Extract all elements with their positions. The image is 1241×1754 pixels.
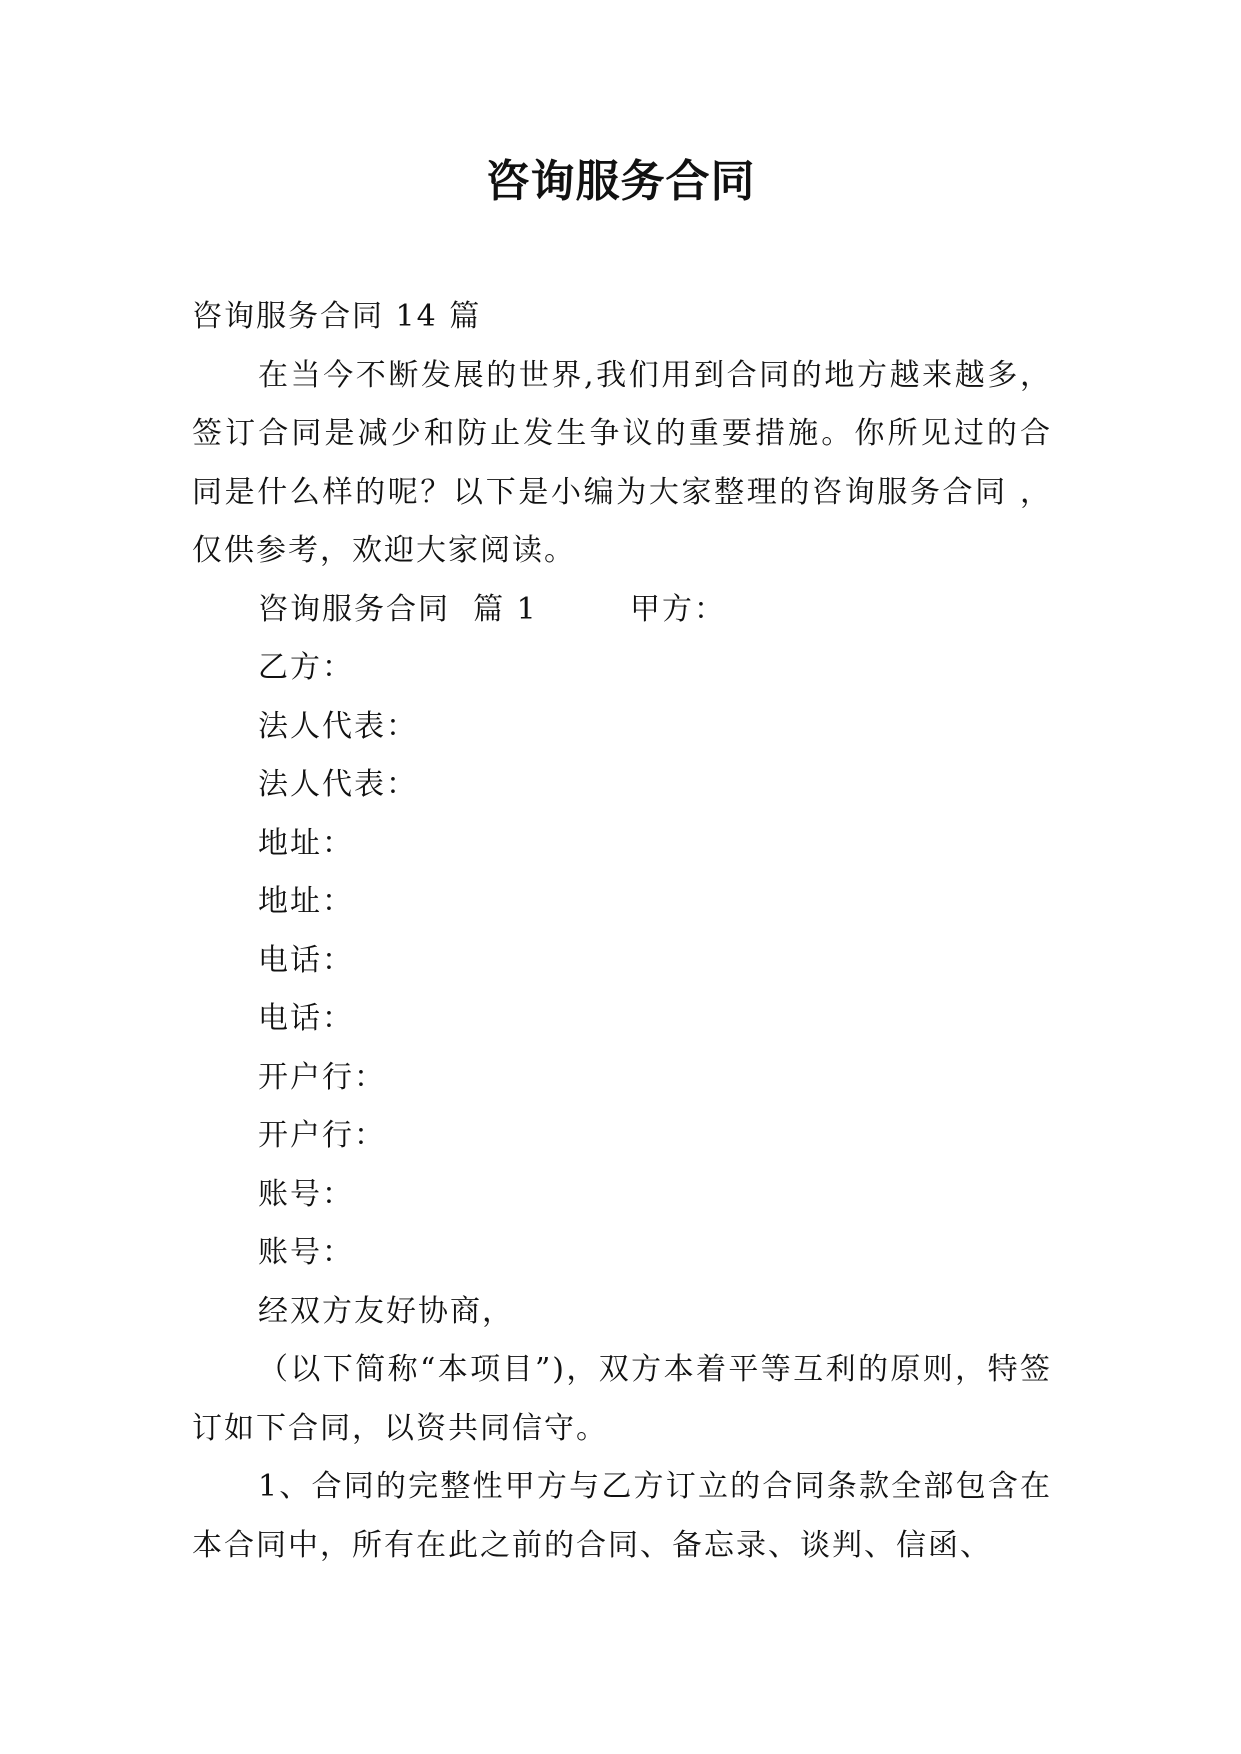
negotiation-line: 经双方友好协商， bbox=[258, 1293, 514, 1329]
field-address-a: 地址： bbox=[258, 825, 354, 861]
section-heading: 咨询服务合同 篇 1 甲方： bbox=[258, 591, 726, 627]
document-subtitle: 咨询服务合同 14 篇 bbox=[192, 299, 482, 334]
document-body bbox=[192, 288, 1052, 1575]
document-title: 咨询服务合同 bbox=[485, 156, 756, 207]
field-party-b: 乙方： bbox=[258, 650, 354, 685]
clause-1-paragraph: 1、合同的完整性甲方与乙方订立的合同条款全部包含在本合同中，所有在此之前的合同、备忘录、谈判、信函、 bbox=[192, 1469, 1052, 1563]
field-phone-b: 电话： bbox=[258, 1001, 354, 1036]
field-account-b: 账号： bbox=[258, 1235, 354, 1270]
intro-paragraph: 在当今不断发展的世界,我们用到合同的地方越来越多，签订合同是减少和防止发生争议的重要措施。你所见过的合同是什么样的呢？以下是小编为大家整理的咨询服务合同 ，仅供参考，欢迎大家阅读。 bbox=[192, 357, 1052, 568]
field-address-b: 地址： bbox=[258, 884, 354, 919]
field-bank-b: 开户行： bbox=[258, 1118, 386, 1153]
field-phone-a: 电话： bbox=[258, 942, 354, 978]
field-legal-rep-b: 法人代表： bbox=[258, 767, 418, 802]
field-account-a: 账号： bbox=[258, 1176, 354, 1212]
project-note-paragraph: （以下简称“本项目”)，双方本着平等互利的原则，特签订如下合同，以资共同信守。 bbox=[192, 1352, 1052, 1446]
field-bank-a: 开户行： bbox=[258, 1059, 386, 1095]
field-legal-rep-a: 法人代表： bbox=[258, 708, 418, 744]
